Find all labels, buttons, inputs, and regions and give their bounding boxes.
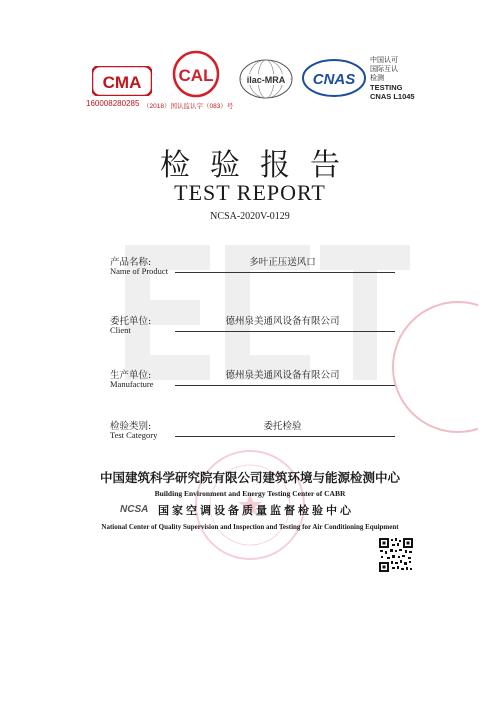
center-name-cn: 国家空调设备质量监督检验中心 [158,504,354,517]
ilac-mra-logo-icon [236,57,296,101]
cnas-line-4: TESTING [370,83,403,92]
field-label-en: Manufacture [110,379,154,389]
report-number: NCSA-2020V-0129 [210,211,290,222]
cnas-line-2: 国际互认 [370,66,398,73]
cma-logo-icon [92,66,152,96]
field-underline [175,272,395,273]
cal-logo-icon [172,50,220,98]
cnas-line-1: 中国认可 [370,57,398,64]
ncsa-logo-icon [120,502,154,514]
field-value: 委托检验 [263,421,302,432]
field-client [110,313,395,345]
organization-name-en: Building Environment and Energy Testing Center of CABR [154,489,346,498]
field-underline [175,331,395,332]
field-underline [175,436,395,437]
ncsa-logo-text: NCSA [120,504,149,514]
organization-name-cn: 中国建筑科学研究院有限公司建筑环境与能源检测中心 [99,470,400,485]
cal-number: （2018）国认监认字（083）号 [143,103,234,110]
cal-logo-text: CAL [178,66,214,85]
cma-logo-text: CMA [102,73,142,92]
ilac-logo-text: ilac-MRA [246,75,286,85]
cnas-line-5: CNAS L1045 [370,92,415,101]
field-value: 德州泉美通风设备有限公司 [225,370,340,381]
cnas-logo-text: CNAS [312,71,356,88]
field-label-en: Name of Product [110,266,169,276]
cnas-logo-icon [302,58,366,98]
field-underline [175,385,395,386]
cnas-accreditation-text [370,56,415,101]
field-test-category [110,418,395,450]
report-title-cn: 检验报告 [160,148,360,183]
field-label-cn: 委托单位: [110,316,152,327]
field-manufacture [110,367,395,399]
cnas-line-3: 检测 [370,75,384,82]
qr-code-icon [378,537,414,573]
field-value: 多叶正压送风口 [249,257,316,268]
report-title-en: TEST REPORT [174,180,326,205]
field-label-cn: 检验类别: [110,421,152,432]
field-label-cn: 生产单位: [110,370,152,381]
center-name-en: National Center of Quality Supervision and Inspection and Testing for Air Conditioning Equipment [101,523,399,531]
field-label-en: Client [110,325,131,335]
field-label-en: Test Category [110,430,158,440]
field-product-name [110,254,395,286]
field-value: 德州泉美通风设备有限公司 [225,316,340,327]
cma-number: 160008280285 [86,99,140,108]
field-label-cn: 产品名称: [110,257,152,268]
